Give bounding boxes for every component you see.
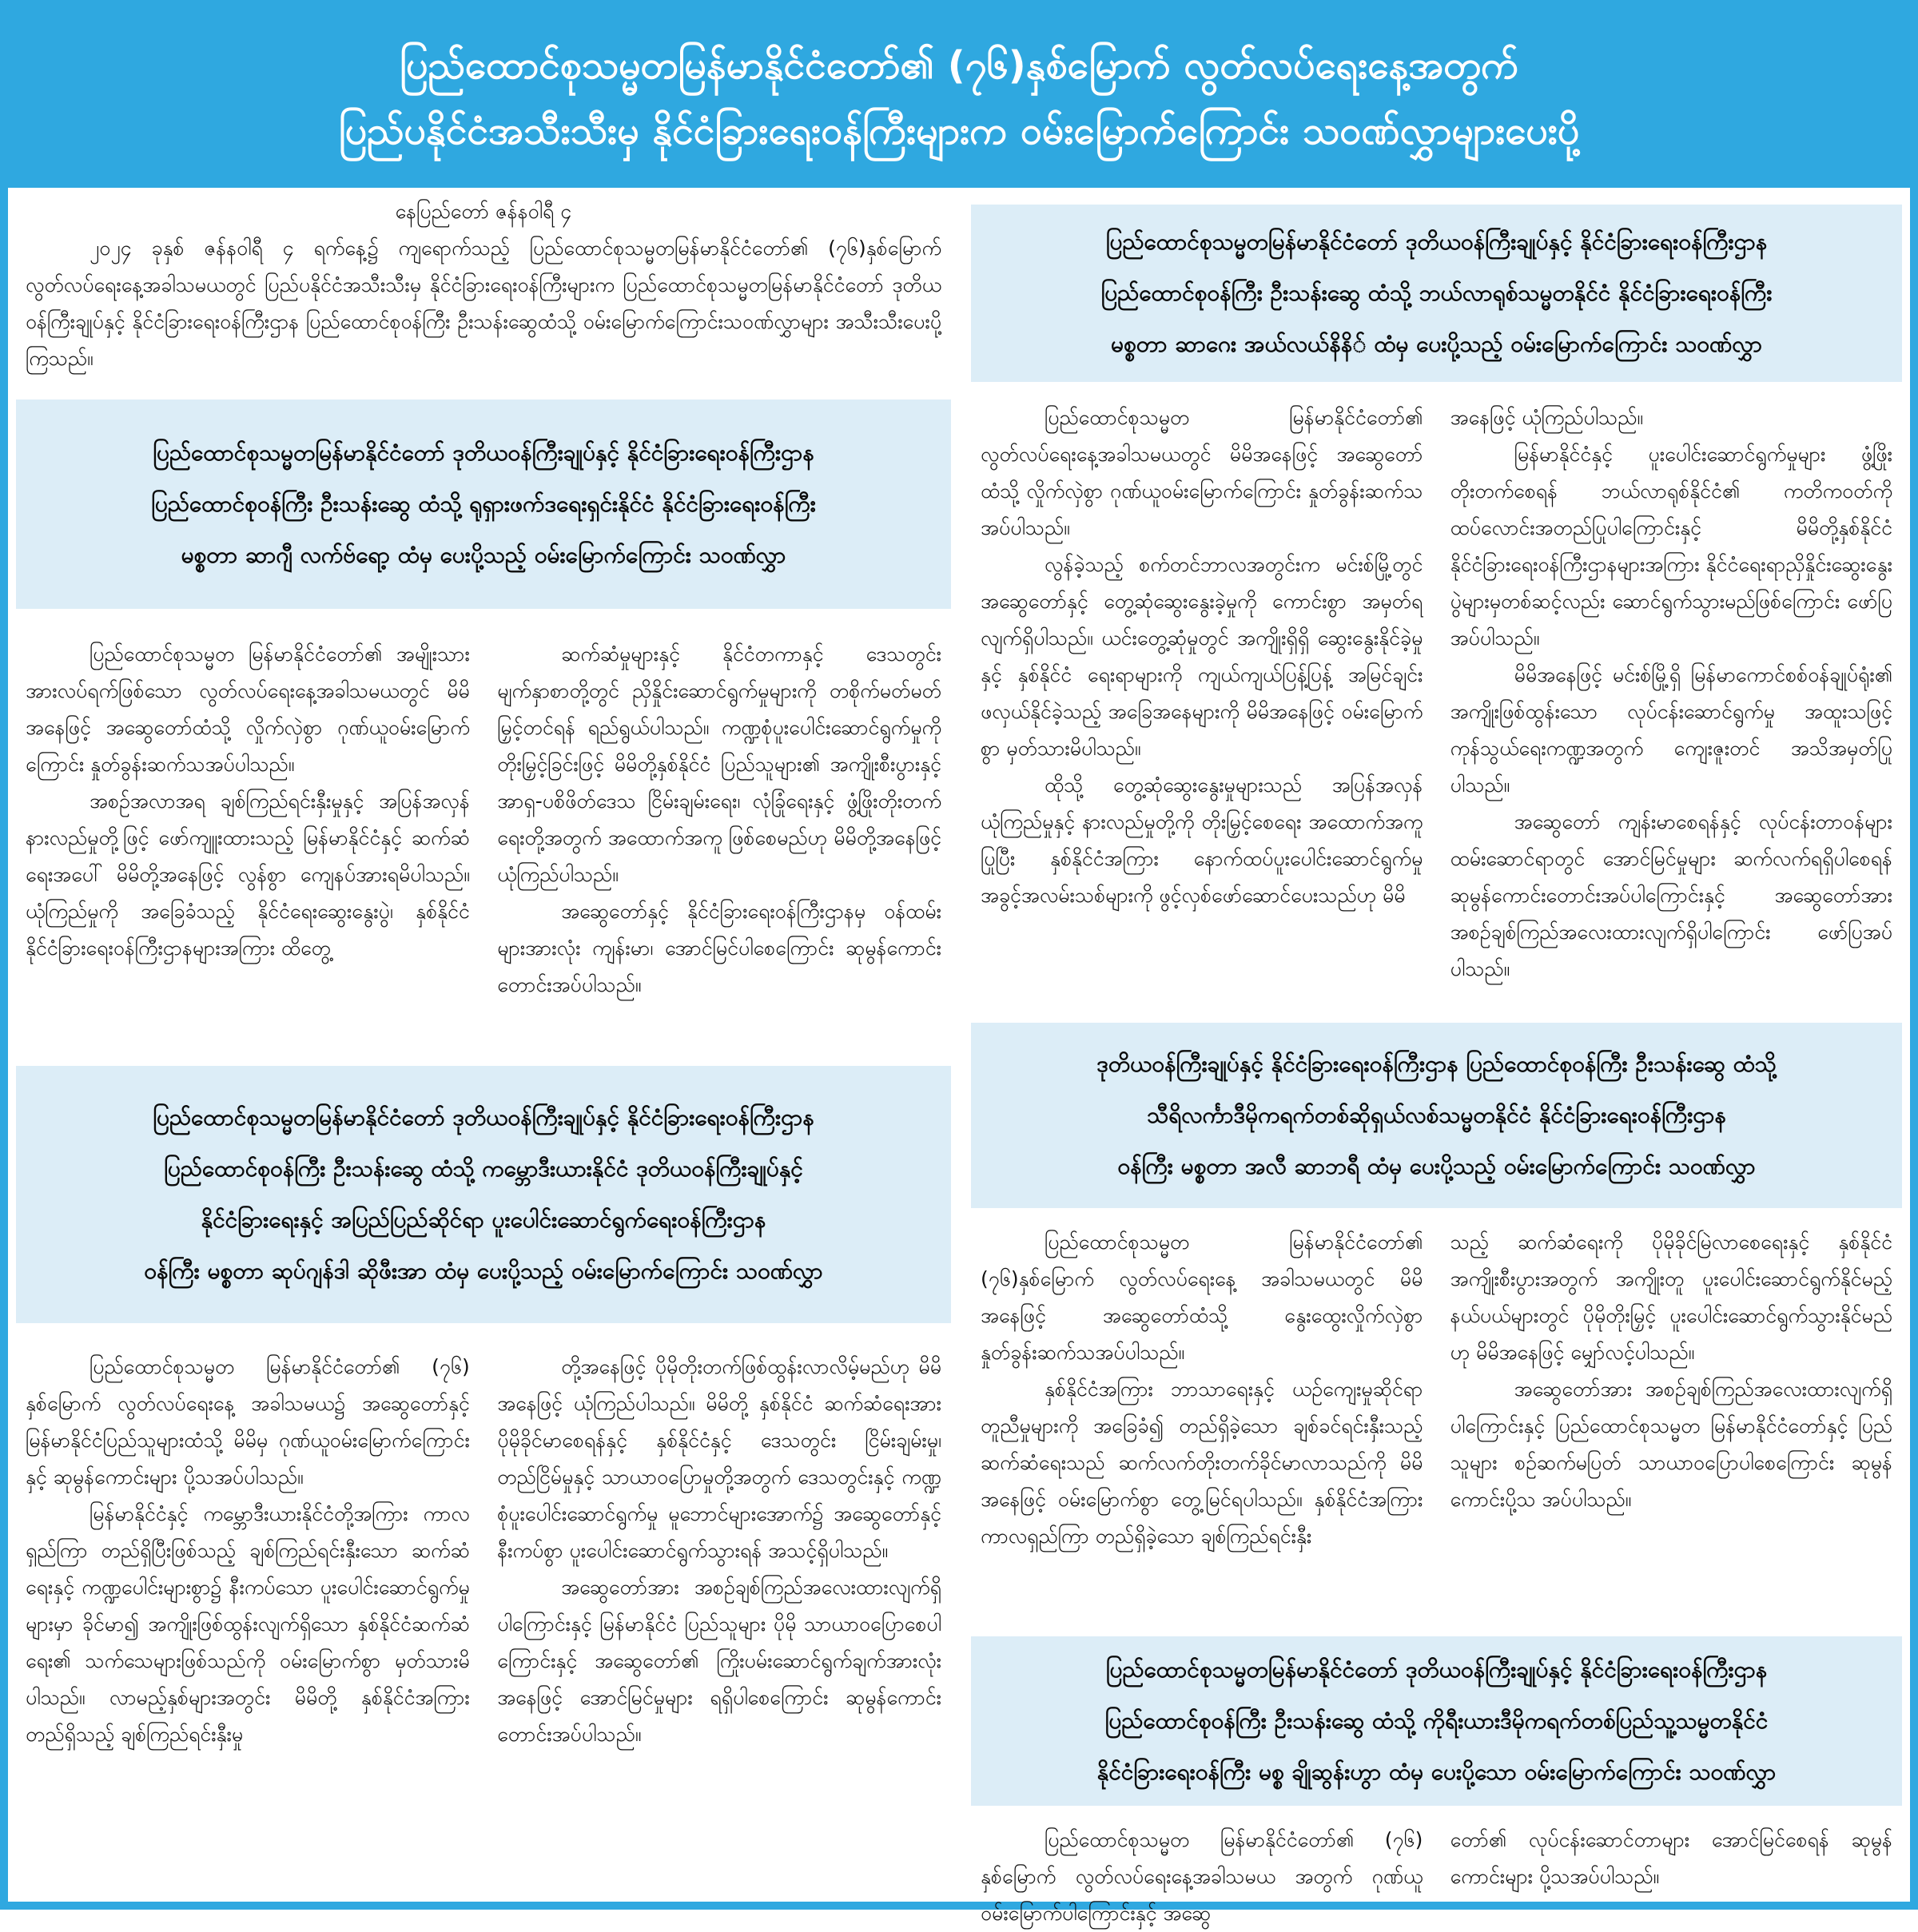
left-column [16,193,951,1753]
dateline: နေပြည်တော် ဇန်နဝါရီ ၄ [395,200,572,223]
headline-line: ဝန်ကြီး မစ္စတာ အလီ ဆာဘရီ ထံမှ ပေးပို့သည့် ဝမ်းမြောက်ကြောင်း သဝဏ်လွှာ [1117,1153,1756,1179]
headline-line: မစ္စတာ ဆာဂေး အယ်လယ်နိနိ် ထံမှ ပေးပို့သည့် ဝမ်းမြောက်ကြောင်း သဝဏ်လွှာ [1110,331,1762,357]
article-body-russia [16,636,951,1051]
article-paragraph: တို့အနေဖြင့် ပိုမိုတိုးတက်ဖြစ်ထွန်းလာလိမ့်မည်ဟု မိမိအနေဖြင့် ယုံကြည်ပါသည်။ မိမိတို့ နှစ်နိုင်ငံ ဆက်ဆံရေးအား ပိုမိုခိုင်မာစေရန်နှင့် နှစ်နိုင်ငံနှင့် ဒေသတွင်း ငြိမ်းချမ်းမှု၊ တည်ငြိမ်မှုနှင့် သာယာဝပြောမှုတို့အတွက် ဒေသတွင်းနှင့် ကဏ္ဍစုံပူးပေါင်းဆောင်ရွက်မှု မူဘောင်များအောက်၌ အဆွေတော်နှင့် နီးကပ်စွာ ပူးပေါင်းဆောင်ရွက်သွားရန် အသင့်ရှိပါသည်။ [497,1355,941,1562]
article-body-belarus [971,400,1902,1023]
article-paragraph: တော်၏ လုပ်ငန်းဆောင်တာများ အောင်မြင်စေရန် ဆုမွန်ကောင်းများ ပို့သအပ်ပါသည်။ [1450,1828,1892,1888]
banner-title-line-2: ပြည်ပနိုင်ငံအသီးသီးမှ နိုင်ငံခြားရေးဝန်ကြီးများက ဝမ်းမြောက်ကြောင်း သဝဏ်လွှာများပေးပို့ [338,108,1580,153]
headline-line: ပြည်ထောင်စုဝန်ကြီး ဦးသန်းဆွေ ထံသို့ ဘယ်လာရုစ်သမ္မတနိုင်ငံ နိုင်ငံခြားရေးဝန်ကြီး [1100,280,1773,306]
article-paragraph: နှစ်နိုင်ငံအကြား ဘာသာရေးနှင့် ယဉ်ကျေးမှုဆိုင်ရာ တူညီမှုများကို အခြေခံ၍ တည်ရှိခဲ့သော ချစ်ခင်ရင်းနှီးသည့် ဆက်ဆံရေးသည် ဆက်လက်တိုးတက်ခိုင်မာလာသည်ကို မိမိအနေဖြင့် ဝမ်းမြောက်စွာ တွေ့မြင်ရပါသည်။ နှစ်နိုင်ငံအကြား ကာလရှည်ကြာ တည်ရှိခဲ့သော ချစ်ကြည်ရင်းနှီး [981,1377,1423,1548]
banner-title-line-1: ပြည်ထောင်စုသမ္မတမြန်မာနိုင်ငံတော်၏ (၇၆)နှစ်မြောက် လွတ်လပ်ရေးနေ့အတွက် [400,42,1518,88]
headline-line: ပြည်ထောင်စုဝန်ကြီး ဦးသန်းဆွေ ထံသို့ ကိုရီးယားဒီမိုကရက်တစ်ပြည်သူ့သမ္မတနိုင်ငံ [1104,1707,1769,1734]
article-paragraph: ပြည်ထောင်စုသမ္မတ မြန်မာနိုင်ငံတော်၏ လွတ်လပ်ရေးနေ့အခါသမယတွင် မိမိအနေဖြင့် အဆွေတော်ထံသို့ လှိုက်လှဲစွာ ဂုဏ်ယူဝမ်းမြောက်ကြောင်း နှုတ်ခွန်းဆက်သအပ်ပါသည်။ [981,406,1423,539]
article-column [1450,1822,1892,1932]
article-body-dprk [971,1822,1902,1932]
headline-line: ဝန်ကြီး မစ္စတာ ဆုပ်ဂျန်ဒါ ဆိုဖီးအာ ထံမှ ပေးပို့သည့် ဝမ်းမြောက်ကြောင်း သဝဏ်လွှာ [144,1258,823,1284]
intro-paragraph: ၂၀၂၄ ခုနှစ် ဇန်နဝါရီ ၄ ရက်နေ့၌ ကျရောက်သည့် ပြည်ထောင်စုသမ္မတမြန်မာနိုင်ငံတော်၏ (၇၆)နှစ်မြောက် လွတ်လပ်ရေးနေ့အခါသမယတွင် ပြည်ပနိုင်ငံအသီးသီးမှ နိုင်ငံခြားရေးဝန်ကြီးများက ပြည်ထောင်စုသမ္မတမြန်မာနိုင်ငံတော် ဒုတိယဝန်ကြီးချုပ်နှင့် နိုင်ငံခြားရေးဝန်ကြီးဌာန ပြည်ထောင်စုဝန်ကြီး ဦးသန်းဆွေထံသို့ ဝမ်းမြောက်ကြောင်းသဝဏ်လွှာများ အသီးသီးပေးပို့ကြသည်။ [26,237,941,370]
article-column [26,636,470,1051]
article-paragraph: မိမိအနေဖြင့် မင်းစ်မြို့ရှိ မြန်မာကောင်စစ်ဝန်ချုပ်ရုံး၏ အကျိုးဖြစ်ထွန်းသော လုပ်ငန်းဆောင်ရွက်မှု အထူးသဖြင့် ကုန်သွယ်ရေးကဏ္ဍအတွက် ကျေးဇူးတင် အသိအမှတ်ပြုပါသည်။ [1450,663,1892,797]
headline-line: ပြည်ထောင်စုဝန်ကြီး ဦးသန်းဆွေ ထံသို့ ရုရှားဖက်ဒရေးရှင်းနိုင်ငံ နိုင်ငံခြားရေးဝန်ကြီး [151,491,816,517]
headline-box-russia [16,400,951,609]
article-column [1450,400,1892,1023]
article-paragraph: မြန်မာနိုင်ငံနှင့် ကမ္ဘောဒီးယားနိုင်ငံတို့အကြား ကာလရှည်ကြာ တည်ရှိပြီးဖြစ်သည့် ချစ်ကြည်ရင်းနှီးသော ဆက်ဆံရေးနှင့် ကဏ္ဍပေါင်းများစွာ၌ နီးကပ်သော ပူးပေါင်းဆောင်ရွက်မှုများမှာ ခိုင်မာ၍ အကျိုးဖြစ်ထွန်းလျက်ရှိသော နှစ်နိုင်ငံဆက်ဆံရေး၏ သက်သေများဖြစ်သည်ကို ဝမ်းမြောက်စွာ မှတ်သားမိပါသည်။ လာမည့်နှစ်များအတွင်း မိမိတို့ နှစ်နိုင်ငံအကြား တည်ရှိသည့် ချစ်ကြည်ရင်းနှီးမှု [26,1502,470,1746]
headline-line: ပြည်ထောင်စုဝန်ကြီး ဦးသန်းဆွေ ထံသို့ ကမ္ဘောဒီးယားနိုင်ငံ ဒုတိယဝန်ကြီးချုပ်နှင့် [164,1155,803,1182]
article-paragraph: အဆွေတော်နှင့် နိုင်ငံခြားရေးဝန်ကြီးဌာနမှ ဝန်ထမ်းများအားလုံး ကျန်းမာ၊ အောင်မြင်ပါစေကြောင်း ဆုမွန်ကောင်းတောင်းအပ်ပါသည်။ [497,900,941,996]
article-column [981,1224,1423,1624]
article-paragraph: လွန်ခဲ့သည့် စက်တင်ဘာလအတွင်းက မင်းစ်မြို့တွင် အဆွေတော်နှင့် တွေ့ဆုံဆွေးနွေးခဲ့မှုကို ကောင်းစွာ အမှတ်ရလျက်ရှိပါသည်။ ယင်းတွေ့ဆုံမှုတွင် အကျိုးရှိရှိ ဆွေးနွေးနိုင်ခဲ့မှုနှင့် နှစ်နိုင်ငံ ရေးရာများကို ကျယ်ကျယ်ပြန့်ပြန့် အမြင်ချင်း ဖလှယ်နိုင်ခဲ့သည့် အခြေအနေများကို မိမိအနေဖြင့် ဝမ်းမြောက်စွာ မှတ်သားမိပါသည်။ [981,553,1423,760]
article-paragraph: မြန်မာနိုင်ငံနှင့် ပူးပေါင်းဆောင်ရွက်မှုများ ဖွံ့ဖြိုးတိုးတက်စေရန် ဘယ်လာရုစ်နိုင်ငံ၏ ကတိကဝတ်ကို ထပ်လောင်းအတည်ပြုပါကြောင်းနှင့် မိမိတို့နှစ်နိုင်ငံ နိုင်ငံခြားရေးဝန်ကြီးဌာနများအကြား နိုင်ငံရေးရာညှိနှိုင်းဆွေးနွေးပွဲများမှတစ်ဆင့်လည်း ဆောင်ရွက်သွားမည်ဖြစ်ကြောင်း ဖော်ပြအပ်ပါသည်။ [1450,443,1892,650]
article-body-sri-lanka [971,1224,1902,1624]
article-column [26,1349,470,1753]
article-column [497,636,941,1051]
article-paragraph: အဆွေတော်အား အစဉ်ချစ်ကြည်အလေးထားလျက်ရှိပါကြောင်းနှင့် မြန်မာနိုင်ငံ ပြည်သူများ ပိုမို သာယာဝပြောစေပါကြောင်းနှင့် အဆွေတော်၏ ကြိုးပမ်းဆောင်ရွက်ချက်အားလုံး အနေဖြင့် အောင်မြင်မှုများ ရရှိပါစေကြောင်း ဆုမွန်ကောင်း တောင်းအပ်ပါသည်။ [497,1576,941,1746]
headline-box-dprk [971,1636,1902,1806]
headline-line: ဒုတိယဝန်ကြီးချုပ်နှင့် နိုင်ငံခြားရေးဝန်ကြီးဌာန ပြည်ထောင်စုဝန်ကြီး ဦးသန်းဆွေ ထံသို့ [1096,1051,1777,1077]
page-banner [8,8,1910,188]
article-paragraph: ပြည်ထောင်စုသမ္မတ မြန်မာနိုင်ငံတော်၏ (၇၆) နှစ်မြောက် လွတ်လပ်ရေးနေ့အခါသမယ အတွက် ဂုဏ်ယူဝမ်းမြောက်ပါကြောင်းနှင့် အဆွေ [981,1828,1423,1925]
article-paragraph: ပြည်ထောင်စုသမ္မတ မြန်မာနိုင်ငံတော်၏ အမျိုးသားအားလပ်ရက်ဖြစ်သော လွတ်လပ်ရေးနေ့အခါသမယတွင် မိမိအနေဖြင့် အဆွေတော်ထံသို့ လှိုက်လှဲစွာ ဂုဏ်ယူဝမ်းမြောက်ကြောင်း နှုတ်ခွန်းဆက်သအပ်ပါသည်။ [26,642,470,776]
article-paragraph: ဆက်ဆံမှုများနှင့် နိုင်ငံတကာနှင့် ဒေသတွင်း မျက်နှာစာတို့တွင် ညှိနှိုင်းဆောင်ရွက်မှုများကို တစိုက်မတ်မတ် မြှင့်တင်ရန် ရည်ရွယ်ပါသည်။ ကဏ္ဍစုံပူးပေါင်းဆောင်ရွက်မှုကို တိုးမြှင့်ခြင်းဖြင့် မိမိတို့နှစ်နိုင်ငံ ပြည်သူများ၏ အကျိုးစီးပွားနှင့် အာရှ-ပစိဖိတ်ဒေသ ငြိမ်းချမ်းရေး၊ လုံခြုံရေးနှင့် ဖွံ့ဖြိုးတိုးတက်ရေးတို့အတွက် အထောက်အကူ ဖြစ်စေမည်ဟု မိမိတို့အနေဖြင့် ယုံကြည်ပါသည်။ [497,642,941,886]
article-paragraph: အဆွေတော်အား အစဉ်ချစ်ကြည်အလေးထားလျက်ရှိပါကြောင်းနှင့် ပြည်ထောင်စုသမ္မတ မြန်မာနိုင်ငံတော်နှင့် ပြည်သူများ စဉ်ဆက်မပြတ် သာယာဝပြောပါစေကြောင်း ဆုမွန်ကောင်းပို့သ အပ်ပါသည်။ [1450,1377,1892,1511]
article-column [1450,1224,1892,1624]
article-paragraph: အဆွေတော် ကျန်းမာစေရန်နှင့် လုပ်ငန်းတာဝန်များ ထမ်းဆောင်ရာတွင် အောင်မြင်မှုများ ဆက်လက်ရရှိပါစေရန် ဆုမွန်ကောင်းတောင်းအပ်ပါကြောင်းနှင့် အဆွေတော်အား အစဉ်ချစ်ကြည်အလေးထားလျက်ရှိပါကြောင်း ဖော်ပြအပ်ပါသည်။ [1450,810,1892,980]
article-paragraph: ပြည်ထောင်စုသမ္မတ မြန်မာနိုင်ငံတော်၏ (၇၆)နှစ်မြောက် လွတ်လပ်ရေးနေ့ အခါသမယတွင် မိမိအနေဖြင့် အဆွေတော်ထံသို့ နွေးထွေးလှိုက်လှဲစွာ နှုတ်ခွန်းဆက်သအပ်ပါသည်။ [981,1230,1423,1364]
headline-line: ပြည်ထောင်စုသမ္မတမြန်မာနိုင်ငံတော် ဒုတိယဝန်ကြီးချုပ်နှင့် နိုင်ငံခြားရေးဝန်ကြီးဌာန [1105,229,1768,255]
headline-line: နိုင်ငံခြားရေးဝန်ကြီး မစ္စ ချိုဆွန်းဟွာ ထံမှ ပေးပို့သော ဝမ်းမြောက်ကြောင်း သဝဏ်လွှာ [1096,1759,1777,1785]
article-paragraph: အနေဖြင့် ယုံကြည်ပါသည်။ [1450,406,1643,429]
headline-line: ပြည်ထောင်စုသမ္မတမြန်မာနိုင်ငံတော် ဒုတိယဝန်ကြီးချုပ်နှင့် နိုင်ငံခြားရေးဝန်ကြီးဌာန [1105,1656,1768,1683]
headline-box-sri-lanka [971,1023,1902,1208]
headline-line: နိုင်ငံခြားရေးနှင့် အပြည်ပြည်ဆိုင်ရာ ပူးပေါင်းဆောင်ရွက်ရေးဝန်ကြီးဌာန [201,1207,766,1233]
headline-box-belarus [971,205,1902,382]
right-column [971,193,1902,1932]
article-column [497,1349,941,1753]
article-paragraph: သည့် ဆက်ဆံရေးကို ပိုမိုခိုင်မြဲလာစေရေးနှင့် နှစ်နိုင်ငံအကျိုးစီးပွားအတွက် အကျိုးတူ ပူးပေါင်းဆောင်ရွက်နိုင်မည့်နယ်ပယ်များတွင် ပိုမိုတိုးမြှင့် ပူးပေါင်းဆောင်ရွက်သွားနိုင်မည်ဟု မိမိအနေဖြင့် မျှော်လင့်ပါသည်။ [1450,1230,1892,1364]
article-paragraph: ထိုသို့ တွေ့ဆုံဆွေးနွေးမှုများသည် အပြန်အလှန် ယုံကြည်မှုနှင့် နားလည်မှုတို့ကို တိုးမြှင့်စေရေး အထောက်အကူပြုပြီး နှစ်နိုင်ငံအကြား နောက်ထပ်ပူးပေါင်းဆောင်ရွက်မှု အခွင့်အလမ်းသစ်များကို ဖွင့်လှစ်ဖော်ဆောင်ပေးသည်ဟု မိမိ [981,773,1423,907]
article-paragraph: အစဉ်အလာအရ ချစ်ကြည်ရင်းနှီးမှုနှင့် အပြန်အလှန်နားလည်မှုတို့ဖြင့် ဖော်ကျူးထားသည့် မြန်မာနိုင်ငံနှင့် ဆက်ဆံရေးအပေါ် မိမိတို့အနေဖြင့် လွန်စွာ ကျေနပ်အားရမိပါသည်။ ယုံကြည်မှုကို အခြေခံသည့် နိုင်ငံရေးဆွေးနွေးပွဲ၊ နှစ်နိုင်ငံ နိုင်ငံခြားရေးဝန်ကြီးဌာနများအကြား ထိတွေ့ [26,789,470,960]
article-column [981,1822,1423,1932]
headline-line: ပြည်ထောင်စုသမ္မတမြန်မာနိုင်ငံတော် ဒုတိယဝန်ကြီးချုပ်နှင့် နိုင်ငံခြားရေးဝန်ကြီးဌာန [153,439,814,466]
article-body-cambodia [16,1349,951,1753]
article-column [981,400,1423,1023]
headline-line: သီရိလင်္ကာဒီမိုကရက်တစ်ဆိုရှယ်လစ်သမ္မတနိုင်ငံ နိုင်ငံခြားရေးဝန်ကြီးဌာန [1147,1102,1726,1128]
headline-line: မစ္စတာ ဆာဂျီ လက်ဗ်ရော့ ထံမှ ပေးပို့သည့် ဝမ်းမြောက်ကြောင်း သဝဏ်လွှာ [181,542,786,568]
article-paragraph: ပြည်ထောင်စုသမ္မတ မြန်မာနိုင်ငံတော်၏ (၇၆) နှစ်မြောက် လွတ်လပ်ရေးနေ့ အခါသမယ၌ အဆွေတော်နှင့် မြန်မာနိုင်ငံပြည်သူများထံသို့ မိမိမှ ဂုဏ်ယူဝမ်းမြောက်ကြောင်းနှင့် ဆုမွန်ကောင်းများ ပို့သအပ်ပါသည်။ [26,1355,470,1489]
headline-box-cambodia [16,1066,951,1323]
headline-line: ပြည်ထောင်စုသမ္မတမြန်မာနိုင်ငံတော် ဒုတိယဝန်ကြီးချုပ်နှင့် နိုင်ငံခြားရေးဝန်ကြီးဌာန [153,1104,814,1131]
